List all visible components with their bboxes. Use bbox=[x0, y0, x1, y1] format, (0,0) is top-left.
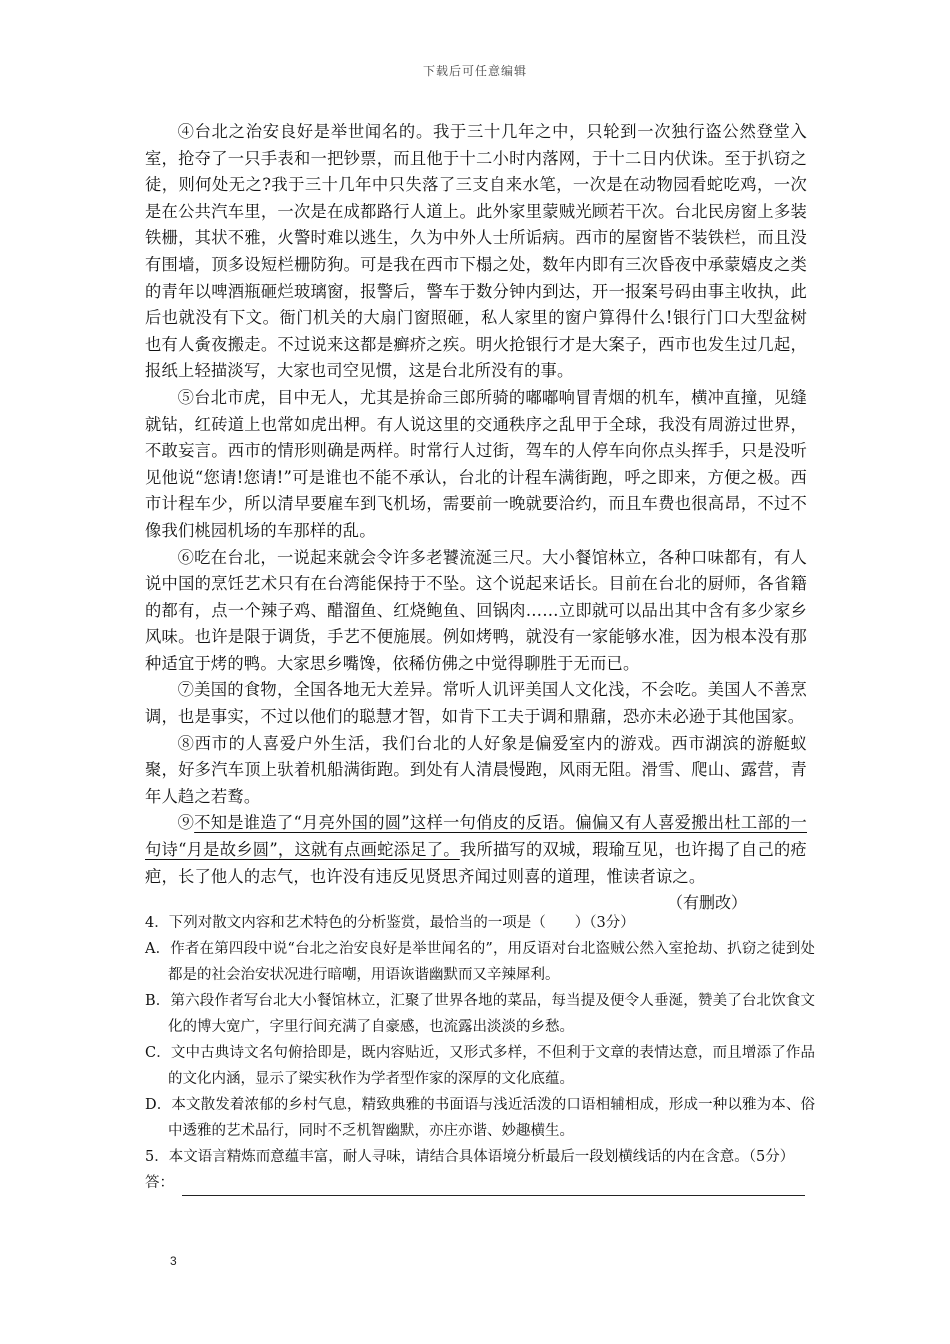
abridged-note: （有删改） bbox=[666, 893, 747, 913]
paragraph-9-number: ⑨ bbox=[177, 813, 195, 833]
answer-label: 答： bbox=[145, 1175, 174, 1191]
question-4-option-b: B．第六段作者写台北大小餐馆林立，汇聚了世界各地的菜品，每当提及便令人垂涎，赞美了台北饮食文化的博大宽广，字里行间充满了自豪感，也流露出淡淡的乡愁。 bbox=[145, 993, 815, 1035]
questions-section bbox=[145, 910, 815, 1196]
underlined-sentence: 不知是谁造了“月亮外国的圆”这样一句俏皮的反语。偏偏又有人喜爱搬出杜工部的一句诗“月是故乡圆”，这就有点画蛇添足了。 bbox=[145, 813, 807, 860]
paragraph-6: ⑥吃在台北，一说起来就会令许多老饕流涎三尺。大小餐馆林立，各种口味都有，有人说中国的烹饪艺术只有在台湾能保持于不坠。这个说起来话长。目前在台北的厨师，各省籍的都有，点一个辣子鸡、醋溜鱼、红烧鲍鱼、回锅肉……立即就可以品出其中含有多少家乡风味。也许是限于调货，手艺不便施展。例如烤鸭，就没有一家能够水准，因为根本没有那种适宜于烤的鸭。大家思乡嘴馋，依稀仿佛之中觉得聊胜于无而已。 bbox=[145, 547, 807, 673]
paragraph-5: ⑤台北市虎，目中无人，尤其是拚命三郎所骑的嘟嘟响冒青烟的机车，横冲直撞，见缝就钻，红砖道上也常如虎出柙。有人说这里的交通秩序之乱甲于全球，我没有周游过世界，不敢妄言。西市的情形则确是两样。时常行人过街，驾车的人停车向你点头挥手，只是没听见他说“您请!您请!”可是谁也不能不承认，台北的计程车满街跑，呼之即来，方便之极。西市计程车少，所以清早要雇车到飞机场，需要前一晚就要洽约，而且车费也很高昂，不过不像我们桃园机场的车那样的乱。 bbox=[145, 387, 807, 540]
paragraph-7: ⑦美国的食物，全国各地无大差异。常听人讥评美国人文化浅，不会吃。美国人不善烹调，也是事实，不过以他们的聪慧才智，如肯下工夫于调和鼎鼐，恐亦未必逊于其他国家。 bbox=[145, 680, 807, 727]
question-4-option-c: C．文中古典诗文名句俯拾即是，既内容贴近，又形式多样，不但利于文章的表情达意，而且增添了作品的文化内涵，显示了梁实秋作为学者型作家的深厚的文化底蕴。 bbox=[145, 1045, 815, 1087]
paragraph-9 bbox=[145, 810, 807, 890]
question-4-option-a: A．作者在第四段中说“台北之治安良好是举世闻名的”，用反语对台北盗贼公然入室抢劫、扒窃之徒到处都是的社会治安状况进行暗嘲，用语诙谐幽默而又辛辣犀利。 bbox=[145, 941, 815, 983]
question-4: 4．下列对散文内容和艺术特色的分析鉴赏，最恰当的一项是（ ）（3分） bbox=[145, 915, 635, 931]
page-number: 3 bbox=[170, 1254, 177, 1268]
answer-line[interactable] bbox=[182, 1175, 805, 1196]
question-4-option-d: D．本文散发着浓郁的乡村气息，精致典雅的书面语与浅近活泼的口语相辅相成，形成一种以雅为本、俗中透雅的艺术品行，同时不乏机智幽默，亦庄亦谐、妙趣横生。 bbox=[145, 1097, 815, 1139]
paragraph-9-rest: 我所描写的双城，瑕瑜互见，也许揭了自己的疮疤，长了他人的志气，也许没有违反见贤思齐闻过则喜的道理，惟读者谅之。 bbox=[145, 840, 808, 886]
page-header: 下载后可任意编辑 bbox=[422, 64, 527, 78]
article-body bbox=[145, 119, 807, 917]
paragraph-8: ⑧西市的人喜爱户外生活，我们台北的人好象是偏爱室内的游戏。西市湖滨的游艇蚁聚，好多汽车顶上驮着机船满街跑。到处有人清晨慢跑，风雨无阻。滑雪、爬山、露营，青年人趋之若鹜。 bbox=[145, 733, 807, 806]
question-5: 5．本文语言精炼而意蕴丰富，耐人寻味，请结合具体语境分析最后一段划横线话的内在含意。（5分） bbox=[145, 1149, 795, 1165]
paragraph-4: ④台北之治安良好是举世闻名的。我于三十几年之中，只轮到一次独行盗公然登堂入室，抢夺了一只手表和一把钞票，而且他于十二小时内落网，于十二日内伏诛。至于扒窃之徒，则何处无之?我于三十几年中只失落了三支自来水笔，一次是在动物园看蛇吃鸡，一次是在公共汽车里，一次是在成都路行人道上。此外家里蒙贼光顾若干次。台北民房窗上多装铁栅，其状不雅，火警时难以逃生，久为中外人士所诟病。西市的屋窗皆不装铁栏，而且没有围墙，顶多设短栏栅防狗。可是我在西市下榻之处，数年内即有三次昏夜中承蒙嬉皮之类的青年以啤酒瓶砸烂玻璃窗，报警后，警车于数分钟内到达，开一报案号码由事主收执，此后也就没有下文。衙门机关的大扇门窗照砸，私人家里的窗户算得什么!银行门口大型盆树也有人夤夜搬走。不过说来这都是癣疥之疾。明火抢银行才是大案子，西市也发生过几起，报纸上轻描淡写，大家也司空见惯，这是台北所没有的事。 bbox=[145, 122, 807, 381]
answer-row bbox=[145, 1170, 815, 1196]
